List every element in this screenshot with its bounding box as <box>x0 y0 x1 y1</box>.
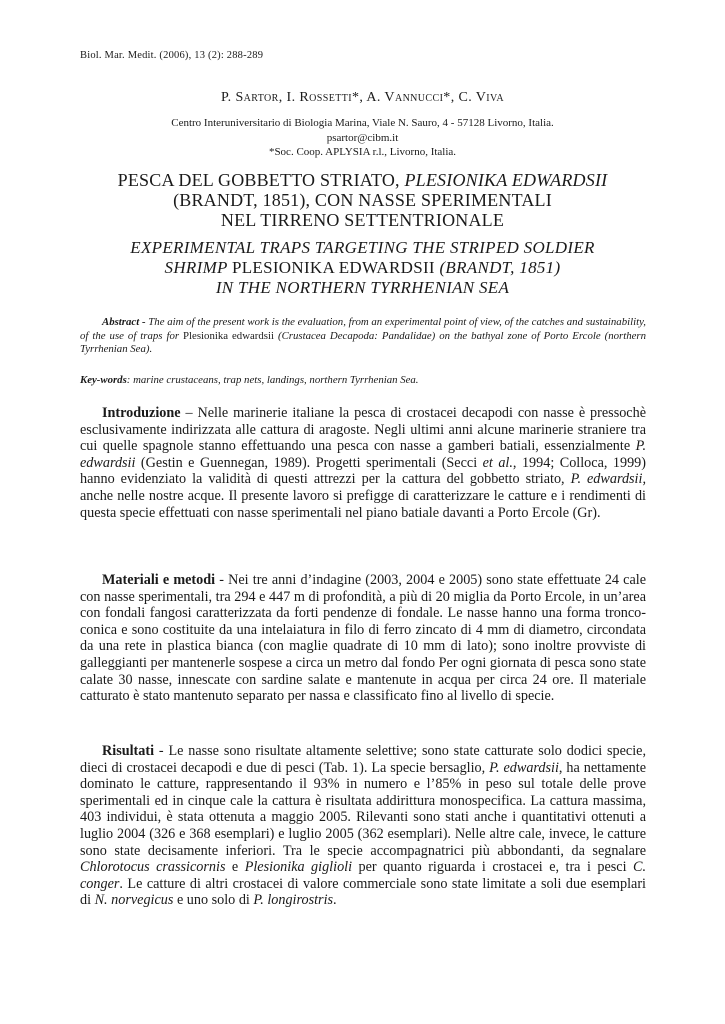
title-line: (BRANDT, 1851), CON NASSE SPERIMENTALI <box>173 190 552 210</box>
abstract-label: Abstract - <box>102 316 149 328</box>
keywords-text: : marine crustaceans, trap nets, landings, northern Tyrrhenian Sea. <box>126 374 419 386</box>
abstract-text: (Crustacea Decapoda: Pandalidae) on the bathyal zone of Porto Ercole (northern Tyrrhenian Sea). <box>80 329 646 355</box>
body-text: , ha nettamente dominato le catture, rappresentando il 93% in numero e l’85% in peso sul totale delle prove sperimentali ed in cinque cale la cattura è risultata addirittura monospecifica. La cattura massima, 403 individui, è stata ottenuta a maggio 2005. Rilevanti sono stati anche i quantitativi ottenuti a luglio 2004 (326 e 368 esemplari) e luglio 2005 (362 esemplari). Nelle altre cale, invece, le catture sono state decisamente inferiori. Tra le specie accompagnatrici più abbondanti, da segnalare <box>80 759 646 859</box>
title-english <box>0 238 725 298</box>
journal-citation: Biol. Mar. Medit. (2006), 13 (2): 288-289 <box>80 50 264 61</box>
title-text: SHRIMP <box>164 258 232 277</box>
section-label: Materiali e metodi <box>102 572 216 588</box>
title-species: PLESIONIKA EDWARDSII <box>231 258 435 277</box>
body-text: – Nelle marinerie italiane la pesca di crostacei decapodi con nasse è pressochè esclusivamente indirizzata alle cattura di aragoste. Negli ultimi anni alcune marinerie straniere tra cui quelle spagnole stanno effettuando una pesca con nasse a gamberi batiali, essenzialmente <box>80 405 646 455</box>
section-results <box>80 743 646 909</box>
affiliation-line: *Soc. Coop. APLYSIA r.l., Livorno, Italia. <box>268 146 457 158</box>
body-text: . <box>333 892 337 909</box>
body-text: - Le nasse sono risultate altamente selettive; sono state catturate solo dodici specie, dieci di crostacei decapodi e due di pesci (Tab. 1). La specie bersaglio, <box>80 743 646 776</box>
body-text: , 1994; Colloca, 1999) hanno evidenziato la validità di questi attrezzi per la cattura del gobbetto striato, <box>80 454 646 488</box>
title-text: PESCA DEL GOBBETTO STRIATO, <box>117 170 405 190</box>
species-name: N. norvegicus <box>94 892 174 909</box>
body-text: . Le catture di altri crostacei di valore commerciale sono state limitate a soli due esemplari di <box>80 875 646 909</box>
author-list: P. Sartor, I. Rossetti*, A. Vannucci*, C. Viva <box>221 90 504 105</box>
species-name: P. longirostris <box>253 892 334 909</box>
body-text: e uno solo di <box>173 892 254 909</box>
author-email: psartor@cibm.it <box>326 131 399 144</box>
body-text: per quanto riguarda i crostacei e, tra i pesci <box>352 859 633 876</box>
abstract <box>80 316 646 357</box>
abstract-text: The aim of the present work is the evaluation, from an experimental point of view, of the catches and sustainability, of the use of traps for <box>80 316 647 342</box>
body-text: (Gestin e Guennegan, 1989). Progetti sperimentali (Secci <box>135 454 483 471</box>
title-text: (BRANDT, 1851) <box>434 258 561 277</box>
title-italian <box>0 170 725 230</box>
body-text: - Nei tre anni d’indagine (2003, 2004 e 2005) sono state effettuate 24 cale con nasse sperimentali, tra 294 e 447 m di profondità, a più di 20 miglia da Porto Ercole, in un’area con fondali fangosi caratterizzata da forti pendenze di fondale. Le nasse hanno una forma tronco-conica e sono costituite da una intelaiatura in filo di ferro zincato di 4 mm di diametro, circondata da una rete in plastica bianca (con maglie quadrate di 10 mm di lato); sono inoltre provviste di galleggianti per mantenerle sospese a circa un metro dal fondo Per ogni giornata di pesca sono state calate 30 nasse, innescate con sardine salate e mantenute in acqua per circa 24 ore. Il materiale catturato è stato mantenuto separato per nassa e classificato fino al livello di specie. <box>80 572 646 705</box>
affiliation-line: Centro Interuniversitario di Biologia Marina, Viale N. Sauro, 4 - 57128 Livorno, Italia. <box>171 117 554 129</box>
species-name: Chlorotocus crassicornis <box>80 859 226 876</box>
species-name: P. edwardsii <box>489 759 559 776</box>
title-line <box>0 258 725 278</box>
section-label: Risultati <box>102 743 155 759</box>
keywords <box>80 374 646 388</box>
title-species: PLESIONIKA EDWARDSII <box>404 170 608 190</box>
species-name: P. edwardsii, <box>570 471 646 488</box>
section-introduction <box>80 405 646 521</box>
title-line <box>0 170 725 190</box>
species-name: C. conger <box>80 859 646 892</box>
section-methods <box>80 572 646 705</box>
species-name: P. edwardsii <box>80 438 646 471</box>
affiliations <box>0 116 725 160</box>
species-name: Plesionika giglioli <box>244 859 353 876</box>
title-line: EXPERIMENTAL TRAPS TARGETING THE STRIPED SOLDIER <box>130 238 595 257</box>
abstract-species: Plesionika edwardsii <box>183 329 274 342</box>
citation-etal: et al. <box>482 454 513 471</box>
title-line: NEL TIRRENO SETTENTRIONALE <box>220 210 505 230</box>
body-text: e <box>225 859 245 876</box>
keywords-label: Key-words <box>80 374 127 386</box>
title-line: IN THE NORTHERN TYRRHENIAN SEA <box>215 278 510 297</box>
body-text: anche nelle nostre acque. Il presente lavoro si prefigge di caratterizzare le catture e i rendimenti di questa specie effettuati con nasse sperimentali nel piano batiale davanti a Porto Ercole (Gr). <box>80 487 646 521</box>
section-label: Introduzione <box>102 405 181 421</box>
